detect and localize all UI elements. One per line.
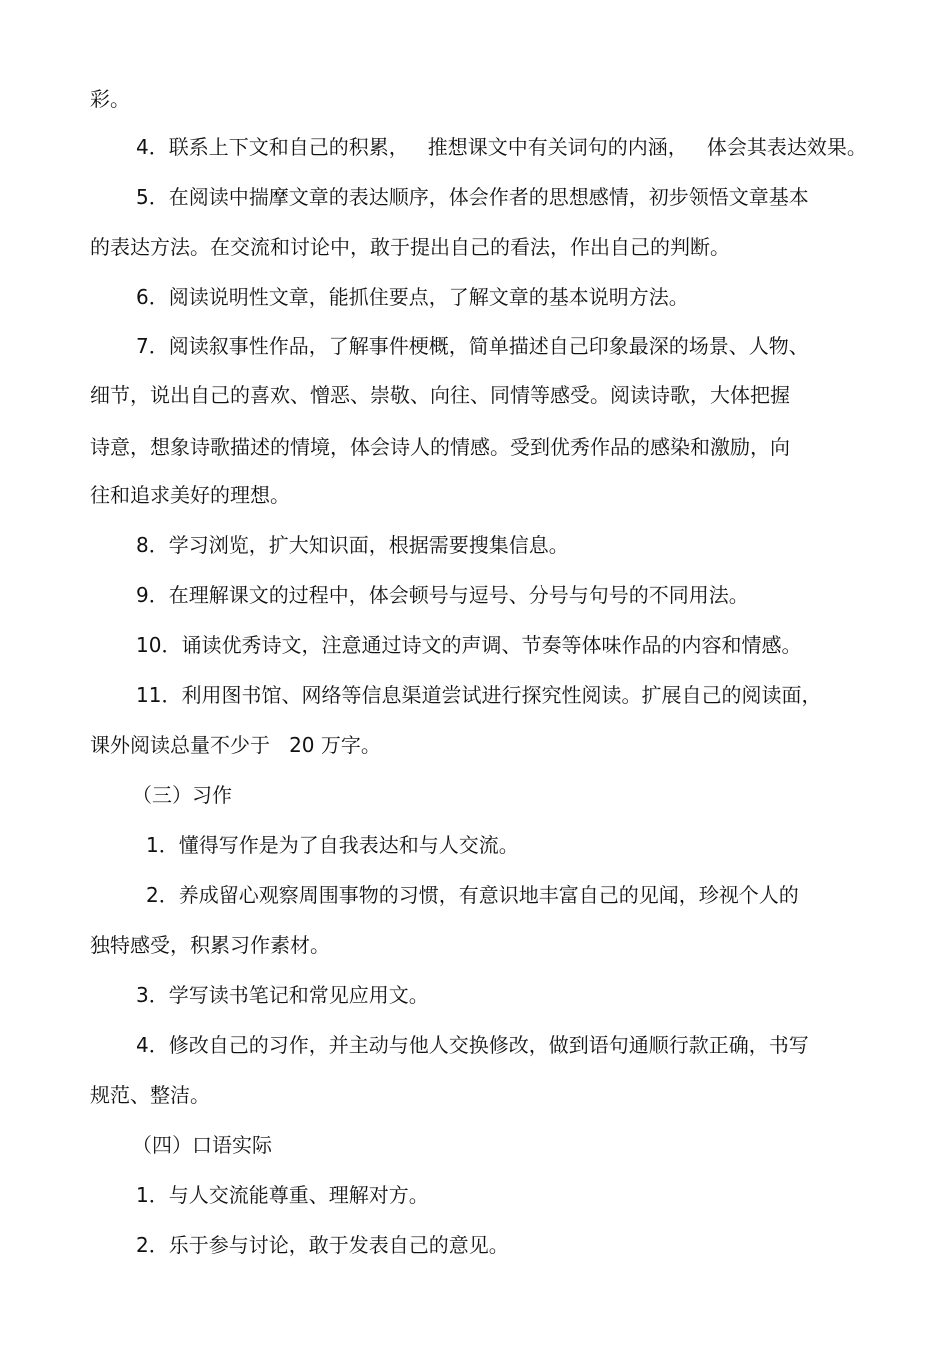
text-line: 1．与人交流能尊重、理解对方。 — [136, 1183, 429, 1207]
section-heading: （三）习作 — [132, 783, 232, 807]
text-line: 诗意，想象诗歌描述的情境，体会诗人的情感。受到优秀作品的感染和激励，向 — [90, 435, 790, 459]
text-line: 课外阅读总量不少于 20 万字。 — [90, 733, 381, 757]
text-line: 细节，说出自己的喜欢、憎恶、崇敬、向往、同情等感受。阅读诗歌，大体把握 — [90, 383, 790, 407]
text-line: 2．养成留心观察周围事物的习惯，有意识地丰富自己的见闻，珍视个人的 — [146, 883, 799, 907]
text-line: 往和追求美好的理想。 — [90, 483, 290, 507]
text-line: 彩。 — [90, 87, 130, 111]
text-line: 10．诵读优秀诗文，注意通过诗文的声调、节奏等体味作品的内容和情感。 — [136, 633, 802, 657]
text-line: 11．利用图书馆、网络等信息渠道尝试进行探究性阅读。扩展自己的阅读面， — [136, 683, 822, 707]
text-line: 5．在阅读中揣摩文章的表达顺序，体会作者的思想感情，初步领悟文章基本 — [136, 185, 809, 209]
text-line: 独特感受，积累习作素材。 — [90, 933, 330, 957]
text-line: 6．阅读说明性文章，能抓住要点，了解文章的基本说明方法。 — [136, 285, 689, 309]
text-line: 2．乐于参与讨论，敢于发表自己的意见。 — [136, 1233, 509, 1257]
text-line: 3．学写读书笔记和常见应用文。 — [136, 983, 429, 1007]
text-line: 的表达方法。在交流和讨论中，敢于提出自己的看法，作出自己的判断。 — [90, 235, 730, 259]
text-line: 9．在理解课文的过程中，体会顿号与逗号、分号与句号的不同用法。 — [136, 583, 749, 607]
text-line: 1．懂得写作是为了自我表达和与人交流。 — [146, 833, 519, 857]
text-line: 7．阅读叙事性作品，了解事件梗概，简单描述自己印象最深的场景、人物、 — [136, 334, 809, 358]
text-line: 4．修改自己的习作，并主动与他人交换修改，做到语句通顺行款正确，书写 — [136, 1033, 809, 1057]
text-line: 8．学习浏览，扩大知识面，根据需要搜集信息。 — [136, 533, 569, 557]
text-line: 4．联系上下文和自己的积累， 推想课文中有关词句的内涵， 体会其表达效果。 — [136, 135, 867, 159]
text-line: 规范、整洁。 — [90, 1083, 210, 1107]
section-heading: （四）口语实际 — [132, 1133, 272, 1157]
